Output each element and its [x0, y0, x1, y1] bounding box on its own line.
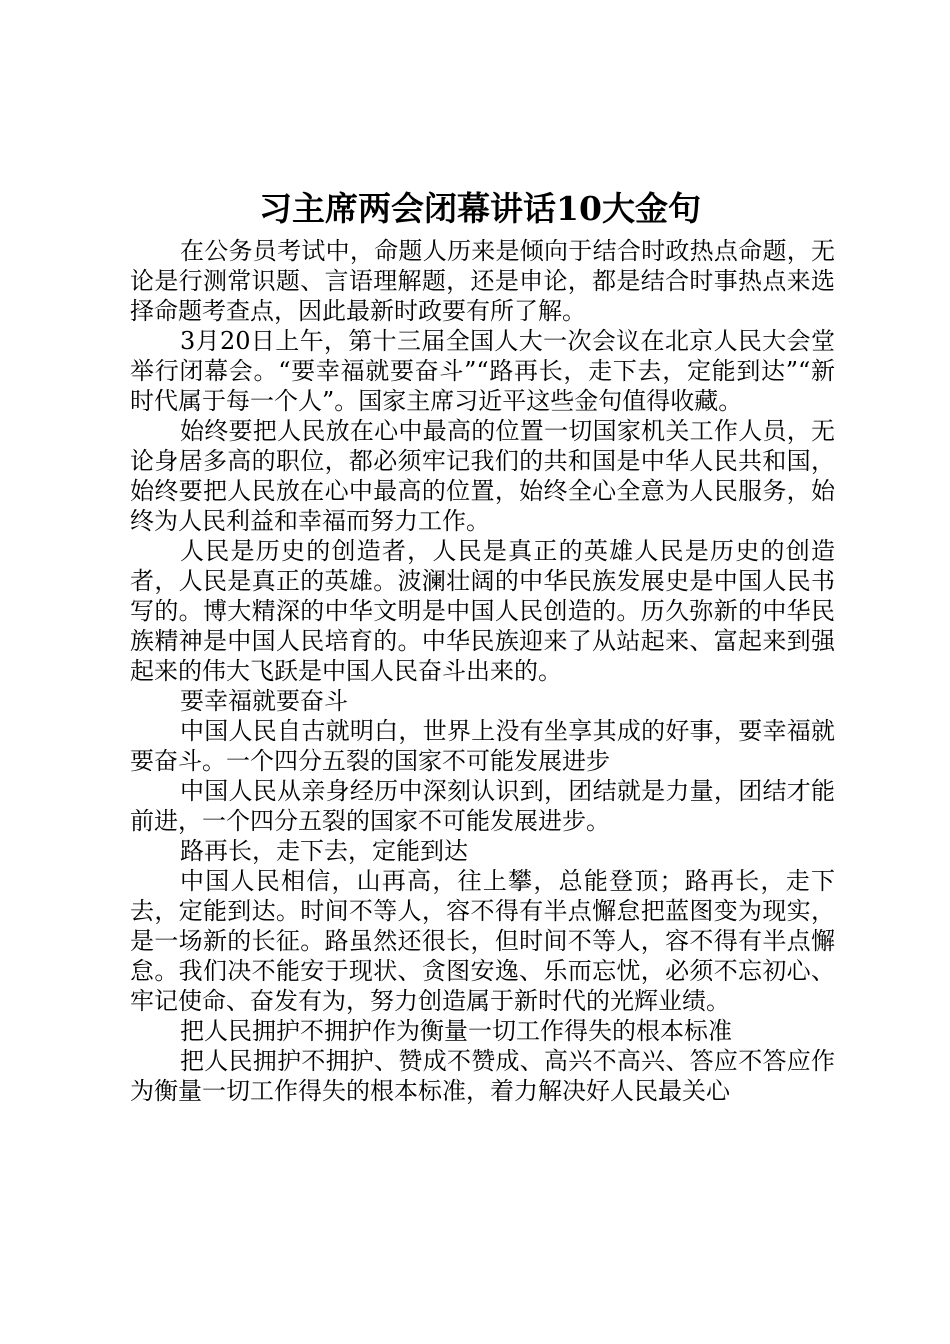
- document-body: [130, 236, 835, 1106]
- paragraph-unity: 中国人民从亲身经历中深刻认识到，团结就是力量，团结才能前进，一个四分五裂的国家不可能发展进步。: [130, 777, 835, 835]
- paragraph-intro: 在公务员考试中，命题人历来是倾向于结合时政热点命题，无论是行测常识题、言语理解题，还是申论，都是结合时事热点来选择命题考查点，因此最新时政要有所了解。: [130, 237, 835, 325]
- paragraph-people-heroes: 人民是历史的创造者，人民是真正的英雄人民是历史的创造者，人民是真正的英雄。波澜壮阔的中华民族发展史是中国人民书写的。博大精深的中华文明是中国人民创造的。历久弥新的中华民族精神是中国人民培育的。中华民族迎来了从站起来、富起来到强起来的伟大飞跃是中国人民奋斗出来的。: [130, 537, 835, 685]
- paragraph-long-road: 中国人民相信，山再高，往上攀，总能登顶；路再长，走下去，定能到达。时间不等人，容不得有半点懈怠把蓝图变为现实，是一场新的长征。路虽然还很长，但时间不等人，容不得有半点懈怠。我们决不能安于现状、贪图安逸、乐而忘忧，必须不忘初心、牢记使命、奋发有为，努力创造属于新时代的光辉业绩。: [130, 867, 835, 1015]
- paragraph-happiness: 中国人民自古就明白，世界上没有坐享其成的好事，要幸福就要奋斗。一个四分五裂的国家不可能发展进步: [130, 717, 835, 775]
- paragraph-people-first: 始终要把人民放在心中最高的位置一切国家机关工作人员，无论身居多高的职位，都必须牢记我们的共和国是中华人民共和国，始终要把人民放在心中最高的位置，始终全心全意为人民服务，始终为人民利益和幸福而努力工作。: [130, 417, 835, 535]
- paragraph-standard: 把人民拥护不拥护、赞成不赞成、高兴不高兴、答应不答应作为衡量一切工作得失的根本标准，着力解决好人民最关心: [130, 1047, 835, 1105]
- document-title: 习主席两会闭幕讲话10大金句: [259, 189, 701, 228]
- paragraph-background: 3月20日上午，第十三届全国人大一次会议在北京人民大会堂举行闭幕会。“要幸福就要奋斗”“路再长，走下去，定能到达”“新时代属于每一个人”。国家主席习近平这些金句值得收藏。: [130, 327, 835, 415]
- section-heading-long-road: 路再长，走下去，定能到达: [180, 837, 468, 865]
- section-heading-happiness: 要幸福就要奋斗: [180, 687, 348, 715]
- section-heading-standard: 把人民拥护不拥护作为衡量一切工作得失的根本标准: [180, 1017, 732, 1045]
